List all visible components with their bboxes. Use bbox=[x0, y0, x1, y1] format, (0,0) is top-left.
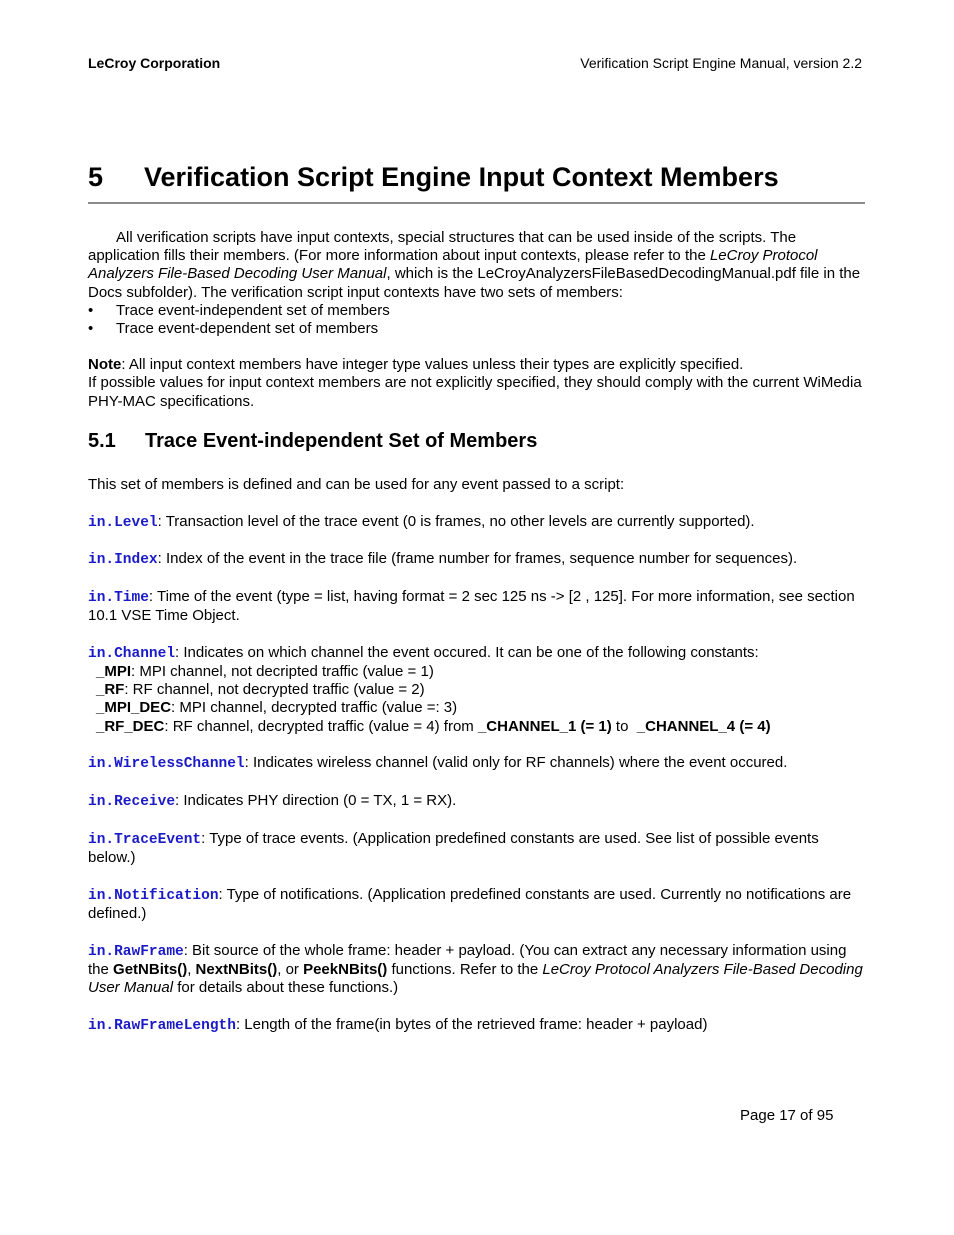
member-desc: : Indicates wireless channel (valid only for RF channels) where the event occured. bbox=[244, 754, 788, 772]
section-heading bbox=[88, 429, 868, 456]
member-name: in.Channel bbox=[88, 645, 176, 662]
member-raw-frame bbox=[88, 942, 868, 998]
chapter-number: 5 bbox=[88, 162, 104, 192]
member-desc: : Indicates on which channel the event occured. It can be one of the following constants: bbox=[175, 643, 759, 661]
note-text: : All input context members have integer type values unless their types are explicitly specified. bbox=[121, 356, 744, 374]
member-desc: : Type of trace events. (Application predefined constants are used. See list of possible events below.) bbox=[88, 829, 819, 866]
note-line-2: If possible values for input context members are not explicitly specified, they should comply with the current WiMedia PHY-MAC specifications. bbox=[88, 374, 862, 410]
member-name: in.RawFrame bbox=[88, 943, 184, 960]
member-name: in.Index bbox=[88, 552, 158, 569]
intro-text-a: All verification scripts have input contexts, special structures that can be used inside of the scripts. The application fills their members. (For more information about input contexts, please refer to the bbox=[88, 229, 797, 265]
member-desc: : Time of the event (type = list, having format = 2 sec 125 ns -> [2 , 125]. For more information, see section 10.1 VSE Time Object. bbox=[88, 587, 855, 625]
function-nextnbits: NextNBits() bbox=[195, 960, 278, 978]
member-desc: : Indicates PHY direction (0 = TX, 1 = RX). bbox=[175, 792, 457, 810]
member-trace-event bbox=[88, 830, 868, 867]
member-time bbox=[88, 588, 868, 625]
channel-const-rf-dec bbox=[88, 718, 868, 736]
separator: , or bbox=[277, 960, 304, 978]
member-channel-line bbox=[88, 644, 868, 663]
note-label: Note bbox=[88, 356, 122, 374]
member-set-list bbox=[88, 302, 868, 338]
member-index bbox=[88, 550, 868, 569]
const-name: _MPI_DEC bbox=[96, 699, 172, 717]
member-desc: for details about these functions.) bbox=[173, 978, 399, 996]
note-paragraph bbox=[88, 356, 868, 374]
member-name: in.WirelessChannel bbox=[88, 756, 245, 773]
const-desc: : RF channel, not decrypted traffic (value = 2) bbox=[124, 681, 425, 699]
channel-range-to: _CHANNEL_4 (= 4) bbox=[636, 717, 771, 735]
member-level bbox=[88, 513, 868, 532]
const-name: _RF bbox=[96, 681, 125, 699]
list-item: • Trace event-dependent set of members bbox=[88, 320, 868, 338]
member-notification bbox=[88, 886, 868, 923]
page-content bbox=[88, 229, 868, 1035]
manual-reference: LeCroy Protocol Analyzers File-Based Decoding User Manual bbox=[88, 960, 863, 996]
member-name: in.Notification bbox=[88, 887, 219, 904]
channel-const-mpi bbox=[88, 663, 868, 681]
separator: , bbox=[187, 960, 196, 978]
intro-text-b: , which is the LeCroyAnalyzersFileBasedDecodingManual.pdf file in the Docs subfolder). The verification script input contexts have two sets of members: bbox=[88, 265, 861, 301]
member-channel bbox=[88, 644, 868, 736]
member-wireless-channel bbox=[88, 754, 868, 773]
section-lead: This set of members is defined and can be used for any event passed to a script: bbox=[88, 475, 625, 493]
member-name: in.Level bbox=[88, 514, 158, 531]
section-title: Trace Event-independent Set of Members bbox=[145, 429, 538, 452]
member-name: in.Time bbox=[88, 589, 149, 606]
header-manual-title: Verification Script Engine Manual, version 2.2 bbox=[580, 55, 862, 71]
member-name: in.RawFrameLength bbox=[88, 1017, 236, 1034]
channel-const-mpi-dec bbox=[88, 699, 868, 717]
member-name: in.TraceEvent bbox=[88, 831, 202, 848]
const-name: _RF_DEC bbox=[96, 717, 165, 735]
member-desc: : Index of the event in the trace file (frame number for frames, sequence number for sequences). bbox=[157, 550, 798, 568]
page-number: Page 17 of 95 bbox=[740, 1107, 834, 1124]
const-name: _MPI bbox=[96, 663, 132, 681]
member-raw-frame-length bbox=[88, 1016, 868, 1035]
intro-paragraph bbox=[88, 229, 868, 302]
function-peeknbits: PeekNBits() bbox=[303, 960, 388, 978]
member-desc: functions. Refer to the bbox=[387, 960, 543, 978]
channel-range-from: _CHANNEL_1 (= 1) bbox=[477, 717, 612, 735]
function-getnbits: GetNBits() bbox=[113, 960, 188, 978]
intro-manual-ref: LeCroy Protocol Analyzers File-Based Decoding User Manual bbox=[88, 247, 818, 283]
member-desc: : Length of the frame(in bytes of the retrieved frame: header + payload) bbox=[235, 1015, 708, 1033]
const-desc: : MPI channel, not decripted traffic (value = 1) bbox=[131, 663, 434, 681]
member-name: in.Receive bbox=[88, 794, 176, 811]
list-item: • Trace event-independent set of members bbox=[88, 302, 868, 320]
channel-const-rf bbox=[88, 681, 868, 699]
const-desc: : RF channel, decrypted traffic (value = 4) from bbox=[164, 717, 478, 735]
header-company: LeCroy Corporation bbox=[88, 55, 221, 71]
member-desc: : Type of notifications. (Application predefined constants are used. Currently no notifications are defined.) bbox=[88, 885, 852, 922]
chapter-title: Verification Script Engine Input Context Members bbox=[144, 162, 779, 192]
chapter-heading bbox=[88, 158, 865, 204]
member-desc: : Bit source of the whole frame: header + payload. (You can extract any necessary information using the bbox=[88, 941, 847, 978]
section-number: 5.1 bbox=[88, 429, 116, 452]
member-desc: : Transaction level of the trace event (0 is frames, no other levels are currently supported). bbox=[157, 512, 755, 530]
const-desc: : MPI channel, decrypted traffic (value =: 3) bbox=[171, 699, 458, 717]
member-receive bbox=[88, 792, 868, 811]
channel-range-to-word: to bbox=[611, 717, 633, 735]
